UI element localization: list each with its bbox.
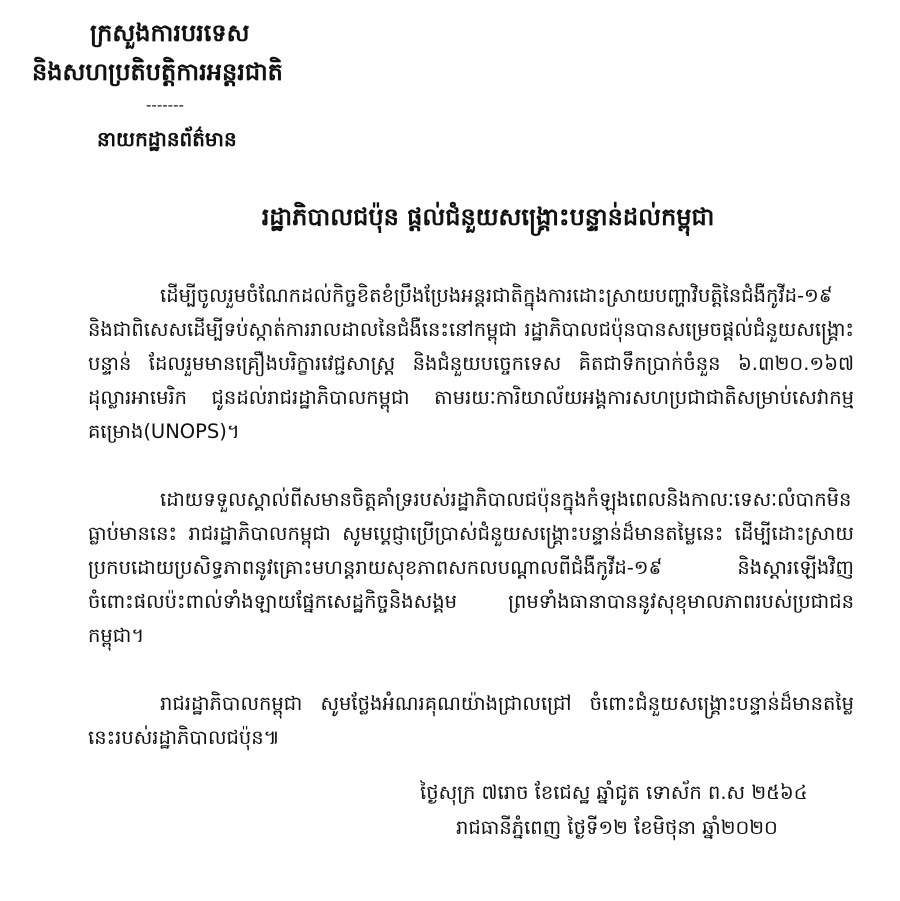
body-paragraph-3: រាជរដ្ឋាភិបាលកម្ពុជា សូមថ្លែងអំណរគុណយ៉ាងជ្រាលជ្រៅ ចំពោះជំនួយសង្គ្រោះបន្ទាន់ដ៏មានតម្លៃនេះរបស់រដ្ឋាភិបាលជប៉ុន៕ xyxy=(88,692,854,749)
department-name: នាយកដ្ឋានព័ត៌មាន xyxy=(97,127,237,151)
header-separator: ------- xyxy=(146,96,184,114)
lunar-date-line: ថ្ងៃសុក្រ ៧រោច ខែជេស្ឋ ឆ្នាំជូត ទោស័ក ព.ស ២៥៦៤ xyxy=(420,781,808,804)
place-date-line: រាជធានីភ្នំពេញ ថ្ងៃទី១២ ខែមិថុនា ឆ្នាំ២០២០ xyxy=(456,816,778,839)
ministry-name-line1: ក្រសួងការបរទេស xyxy=(90,19,250,47)
body-paragraph-2: ដោយទទួលស្គាល់ពីសមានចិត្តគាំទ្ររបស់រដ្ឋាភិបាលជប៉ុនក្នុងកំឡុងពេលនិងកាលៈទេសៈលំបាកមិនធ្លាប់មាននេះ រាជរដ្ឋាភិបាលកម្ពុជា សូមប្តេជ្ញាប្រើប្រាស់ជំនួយសង្គ្រោះបន្ទាន់ដ៏មានតម្លៃនេះ ដើម្បីដោះស្រាយប្រកបដោយប្រសិទ្ធភាពនូវគ្រោះមហន្តរាយសុខភាពសកលបណ្តាលពីជំងឺកូវីដ-១៩ និងស្តារឡើងវិញចំពោះផលប៉ះពាល់ទាំងឡាយផ្នែកសេដ្ឋកិច្ចនិងសង្គម ព្រមទាំងធានាបាននូវសុខុមាលភាពរបស់ប្រជាជនកម្ពុជា។ xyxy=(88,488,854,647)
press-release-title: រដ្ឋាភិបាលជប៉ុន ផ្តល់ជំនួយសង្គ្រោះបន្ទាន់ដល់កម្ពុជា xyxy=(261,203,715,231)
ministry-name-line2: និងសហប្រតិបត្តិការអន្តរជាតិ xyxy=(32,58,283,86)
body-paragraph-1: ដើម្បីចូលរួមចំណែកដល់កិច្ចខិតខំប្រឹងប្រែងអន្តរជាតិក្នុងការដោះស្រាយបញ្ហាវិបត្តិនៃជំងឺកូវីដ-១៩ និងជាពិសេសដើម្បីទប់ស្កាត់ការរាលដាលនៃជំងឺនេះនៅកម្ពុជា រដ្ឋាភិបាលជប៉ុនបានសម្រេចផ្តល់ជំនួយសង្គ្រោះបន្ទាន់ ដែលរួមមានគ្រឿងបរិក្ខារវេជ្ជសាស្ត្រ និងជំនួយបច្ចេកទេស គិតជាទឹកប្រាក់ចំនួន ៦.៣២០.១៦៧ ដុល្លារអាមេរិក ជូនដល់រាជរដ្ឋាភិបាលកម្ពុជា តាមរយៈការិយាល័យអង្គការសហប្រជាជាតិសម្រាប់សេវាកម្មគម្រោង(UNOPS)។ xyxy=(88,284,854,443)
